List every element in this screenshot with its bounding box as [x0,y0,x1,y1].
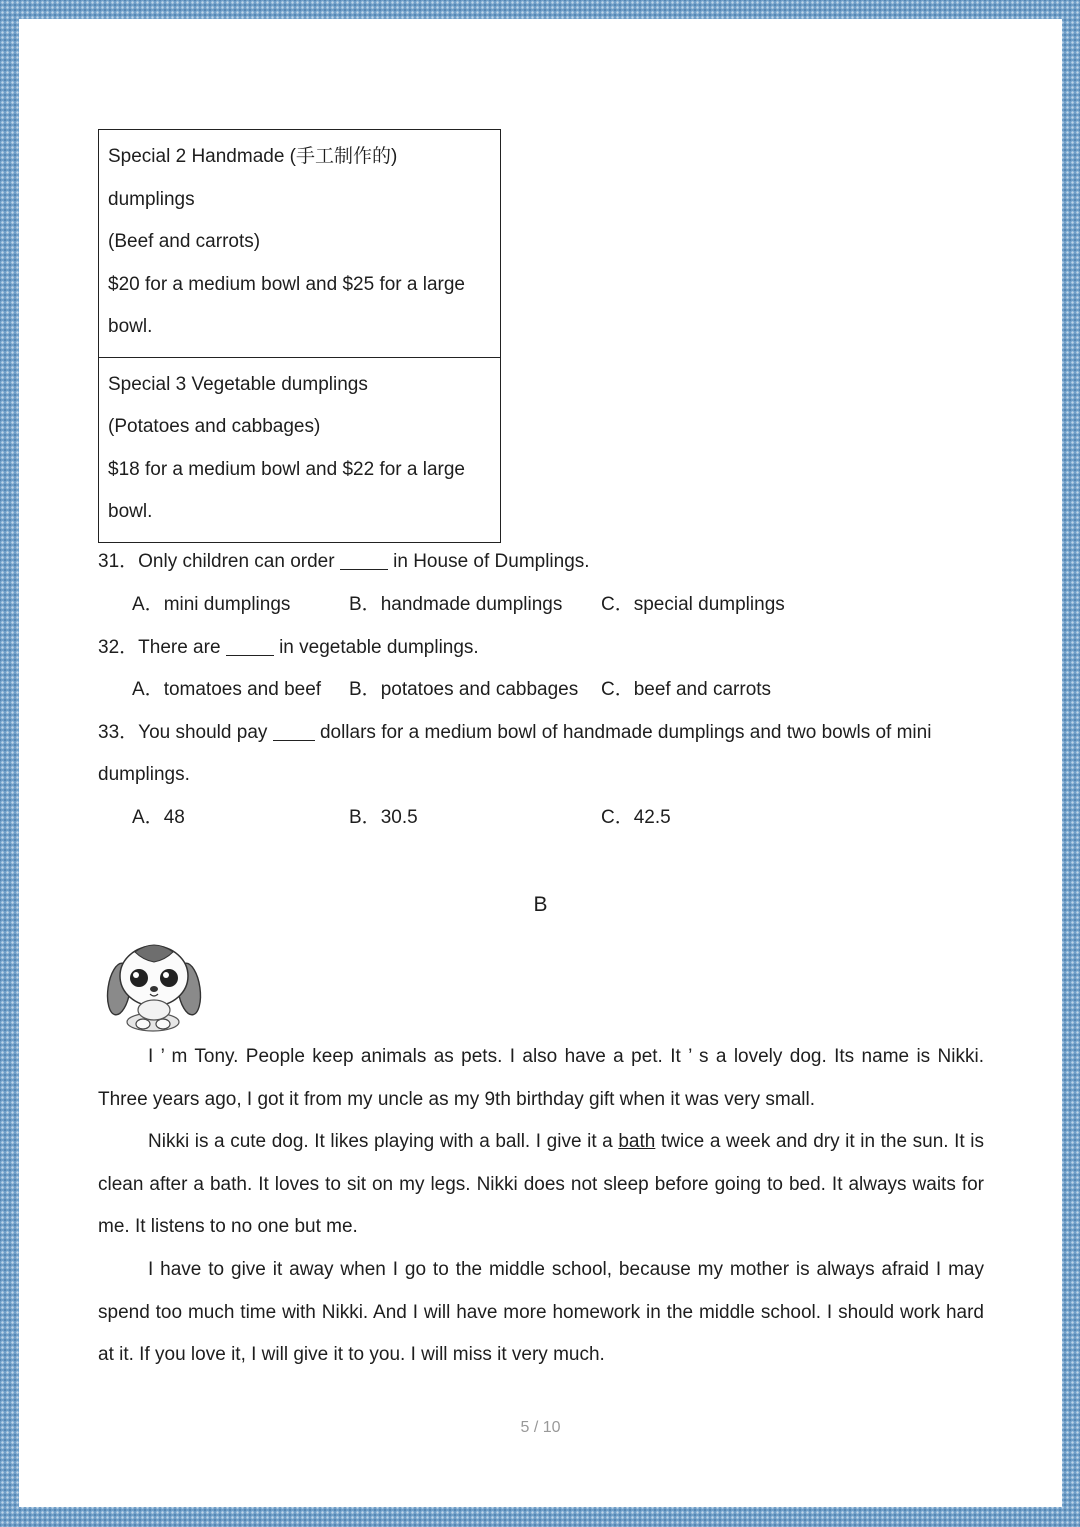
option-text: special dumplings [633,594,785,615]
question-text-post: in House of Dumplings. [393,551,590,572]
option-c [601,797,671,840]
question-text-pre: Only children can order [138,551,335,572]
question-31 [98,541,590,584]
question-text-post: dollars for a medium bowl of handmade dumplings and two bowls of mini [319,722,932,743]
answer-blank [226,636,274,656]
menu-line: (Beef and carrots) [108,231,261,252]
passage-text: Nikki is a cute dog. It likes playing with a ball. I give it a [148,1131,613,1153]
option-letter: C． [601,679,634,700]
menu-line: $18 for a medium bowl and $22 for a large [108,458,465,480]
passage-text: twice a week and dry it in the sun. It is clean after a bath. It loves to sit on my legs. Nikki does not sleep before going to bed. It always waits for me. It listens to no one but me. [98,1131,985,1238]
option-a [132,584,290,627]
menu-cell-special-3 [99,357,500,542]
reading-passage [98,1036,984,1377]
menu-line: Special 2 Handmade (手工制作的) [108,146,398,167]
option-text: tomatoes and beef [163,679,322,700]
option-text: potatoes and cabbages [380,679,579,700]
answer-blank [273,721,315,741]
menu-line: (Potatoes and cabbages) [108,416,321,437]
option-letter: B． [349,679,381,700]
option-a [132,669,321,712]
passage-paragraph-1: I ’ m Tony. People keep animals as pets. I also have a pet. It ’ s a lovely dog. Its name is Nikki. Three years ago, I got it from my uncle as my 9th birthday gift when it was very small. [98,1046,984,1110]
underlined-word: bath [618,1131,656,1153]
option-text: 42.5 [633,807,671,828]
menu-line: Special 3 Vegetable dumplings [108,373,368,395]
option-a [132,797,185,840]
option-letter: B． [349,807,381,828]
menu-line: $20 for a medium bowl and $25 for a large [108,273,465,295]
question-text-post: in vegetable dumplings. [279,637,479,658]
document-page [19,19,1062,1507]
option-letter: A． [132,807,164,828]
question-number: 31． [98,551,139,572]
question-text-pre: There are [138,637,221,658]
menu-line: bowl. [108,501,153,522]
option-c [601,669,771,712]
passage-paragraph-3: I have to give it away when I go to the middle school, because my mother is always afraid I may spend too much time with Nikki. And I will have more homework in the middle school. I should work hard at it. If you love it, I will give it to you. I will miss it very much. [98,1258,984,1366]
option-letter: A． [132,594,164,615]
passage-paragraph-2 [98,1121,984,1249]
option-text: 48 [163,807,185,828]
question-32 [98,627,479,670]
option-text: 30.5 [380,807,418,828]
menu-line: dumplings [108,188,195,210]
option-b [349,797,418,840]
option-letter: A． [132,679,164,700]
option-letter: C． [601,807,634,828]
question-number: 32． [98,637,139,658]
option-letter: C． [601,594,634,615]
option-text: mini dumplings [163,594,291,615]
option-c [601,584,785,627]
question-33 [98,712,931,755]
menu-line: bowl. [108,316,153,337]
question-text-post2: dumplings. [98,764,190,785]
question-text-pre: You should pay [138,722,268,743]
menu-table [98,129,501,543]
option-text: beef and carrots [633,679,772,700]
question-number: 33． [98,722,139,743]
option-letter: B． [349,594,381,615]
answer-blank [340,550,388,570]
option-b [349,584,562,627]
section-title: B [533,893,548,916]
dog-illustration [105,934,205,1034]
option-text: handmade dumplings [380,594,563,615]
question-33-continued [98,754,190,797]
option-b [349,669,578,712]
page-number: 5 / 10 [520,1419,561,1436]
menu-cell-special-2 [99,130,500,357]
